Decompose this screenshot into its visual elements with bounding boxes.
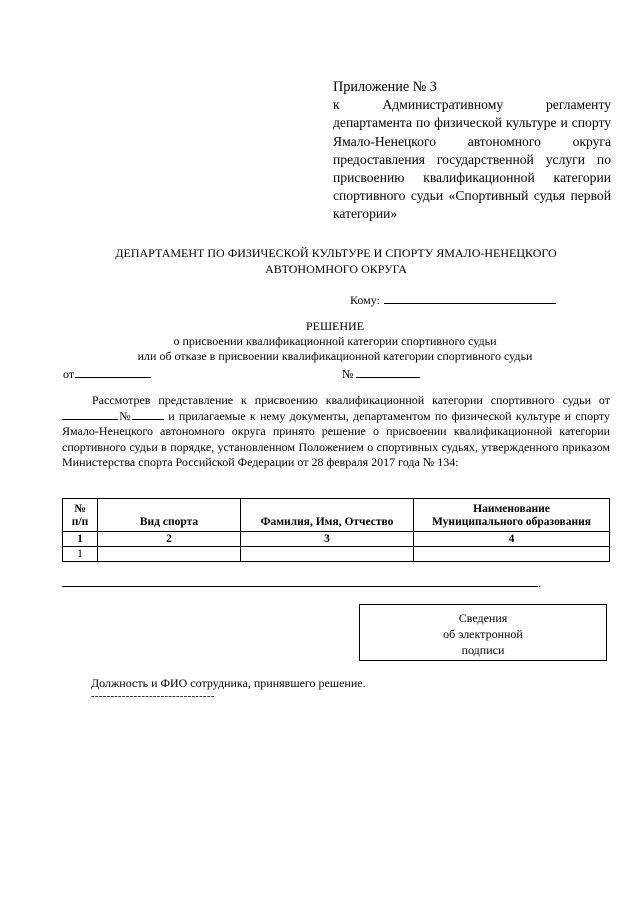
table-header-row [63,499,610,532]
header-sport: Вид спорта [98,499,241,532]
column-number-row [63,532,610,547]
row-municipality-cell [414,547,610,562]
row-name-cell [241,547,414,562]
header-number-sign: № [74,503,86,515]
submission-date-blank [62,408,118,420]
header-municipality-line-1: Наименование [473,503,550,515]
department-line-1: ДЕПАРТАМЕНТ ПО ФИЗИЧЕСКОЙ КУЛЬТУРЕ И СПОРТУ ЯМАЛО-НЕНЕЦКОГО [115,246,557,260]
decision-heading [60,319,610,364]
header-full-name: Фамилия, Имя, Отчество [241,499,414,532]
department-header [80,246,592,277]
decision-date-field [63,366,151,382]
recipient-blank [384,291,556,304]
judges-table [62,498,610,562]
paragraph-part-1: Рассмотрев представление к присвоению квалификационной категории спортивного судьи от [92,393,610,407]
date-label: от [63,367,75,381]
signature-blank-line [62,586,538,587]
footer-dashes: -------------------------------- [91,690,215,702]
row-number-cell: 1 [63,547,98,562]
employee-position-label: Должность и ФИО сотрудника, принявшего решение. [91,676,366,690]
column-number: 3 [241,532,414,547]
column-number: 1 [63,532,98,547]
trailing-dot: . [538,576,541,590]
submission-number-blank [132,408,164,420]
electronic-signature-box [359,604,607,661]
appendix-block [333,78,611,224]
department-line-2: АВТОНОМНОГО ОКРУГА [265,261,407,276]
submission-number-sign: № [118,409,132,424]
header-number [63,499,98,532]
header-municipality [414,499,610,532]
column-number: 4 [414,532,610,547]
header-number-pp: п/п [71,516,89,528]
header-municipality-line-2: Муниципального образования [431,516,591,528]
appendix-body: к Административному регламенту департамента по физической культуре и спорту Ямало-Ненецкого автономного округа предоставления государственной услуги по присвоению квалификационной категории спортивного судьи «Спортивный судья первой категории» [333,97,611,222]
decision-subtitle-2: или об отказе в присвоении квалификационной категории спортивного судьи [137,349,533,363]
signature-box-line-1: Сведения [458,611,508,625]
number-blank [356,366,420,378]
date-blank [75,366,151,378]
column-number: 2 [98,532,241,547]
number-label: № [342,367,354,381]
recipient-label: Кому: [350,293,380,307]
decision-paragraph [62,393,610,470]
signature-box-line-2: об электронной [443,627,523,641]
appendix-title: Приложение № 3 [333,79,437,95]
table-row [63,547,610,562]
decision-subtitle-1: о присвоении квалификационной категории спортивного судьи [173,334,497,348]
paragraph-part-2: и прилагаемые к нему документы, департаментом по физической культуре и спорту Ямало-Ненецкого автономного округа принято решение о присвоении квалификационной категории спортивного судьи в порядке, установленном Положением о спортивных судьях, утвержденного приказом Министерства спорта Российской Федерации от 28 февраля 2017 года № 134: [62,409,611,469]
recipient-field [350,291,556,308]
decision-title: РЕШЕНИЕ [305,319,365,333]
decision-number-field [342,366,420,382]
signature-box-line-3: подписи [461,643,505,657]
row-sport-cell [98,547,241,562]
